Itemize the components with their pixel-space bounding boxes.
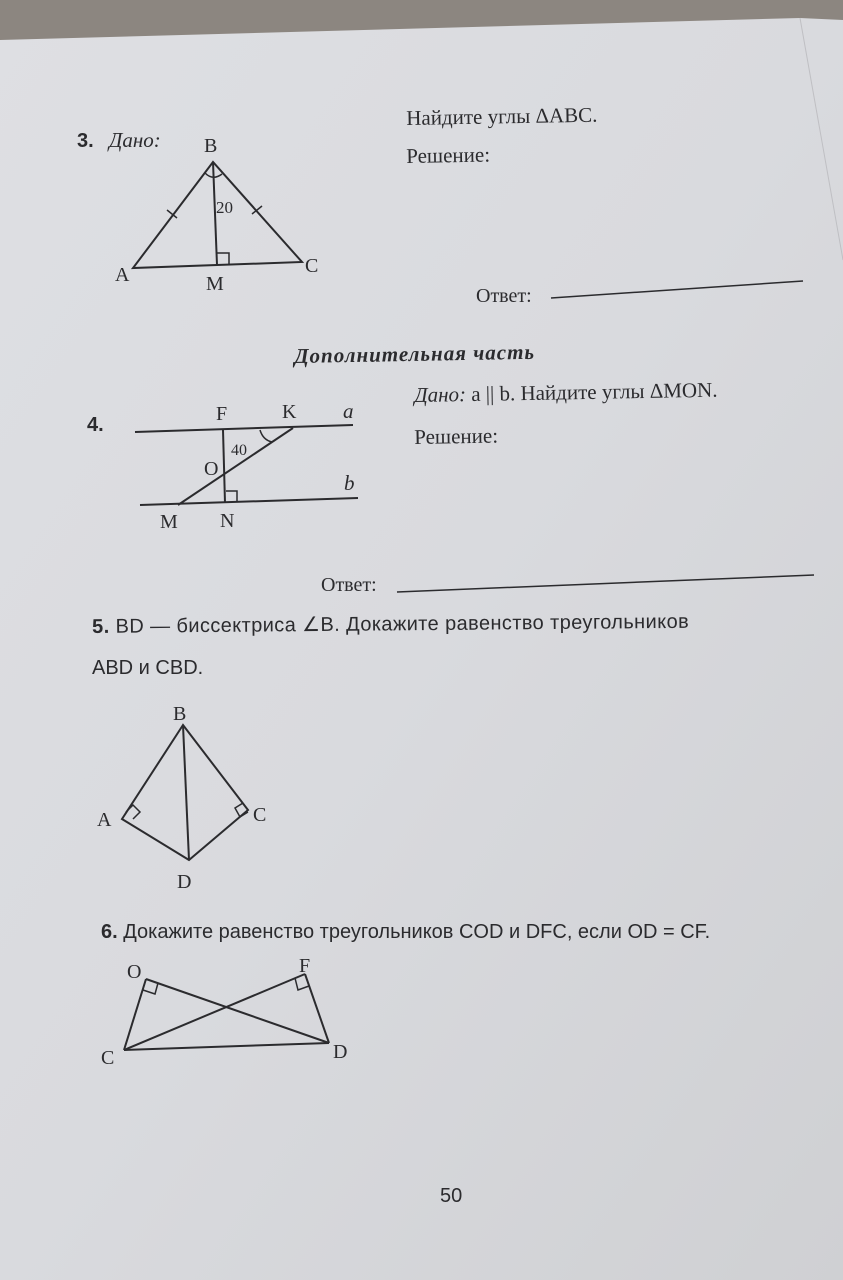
label-b-t5: B (173, 703, 187, 725)
task6-number: 6. (101, 921, 118, 943)
label-b-line-t4: b (344, 471, 355, 495)
label-f-t6: F (299, 955, 311, 977)
angle-value-t3: 20 (216, 198, 233, 217)
angle-value-t4: 40 (231, 442, 247, 459)
task3-given-label: Дано: (109, 128, 161, 152)
label-c-t6: C (101, 1047, 115, 1069)
label-k-t4: K (282, 401, 297, 423)
paper-sheet (0, 18, 843, 1280)
task4-given-label: Дано: (414, 382, 467, 407)
label-d-t6: D (333, 1041, 348, 1063)
task3-question: Найдите углы ΔABC. (406, 102, 598, 130)
task5-number: 5. (92, 615, 110, 638)
label-b-t3: B (204, 135, 218, 157)
task4-number: 4. (87, 414, 104, 436)
task3-solution-label: Решение: (406, 142, 491, 168)
label-f-t4: F (216, 403, 228, 425)
task4-answer-label: Ответ: (321, 574, 377, 596)
label-a-t3: A (115, 264, 130, 286)
task4-solution-label: Решение: (414, 423, 499, 449)
label-d-t5: D (177, 871, 192, 893)
label-o-t6: O (127, 961, 142, 983)
label-o-t4: O (204, 458, 219, 480)
task6-text: Докажите равенство треугольников COD и DFC, если OD = CF. (123, 921, 711, 943)
label-c-t3: C (305, 255, 319, 277)
task5-line2: ABD и CBD. (92, 657, 204, 679)
section-title: Дополнительная часть (294, 339, 536, 368)
label-c-t5: C (253, 804, 267, 826)
label-a-line-t4: a (343, 399, 354, 423)
task6-line (101, 921, 710, 944)
task4-given (414, 378, 718, 408)
label-m-t4: M (160, 511, 178, 533)
label-m-t3: M (206, 273, 224, 295)
task4-given-text: a || b. Найдите углы ΔMON. (471, 377, 718, 407)
label-a-t5: A (97, 809, 112, 831)
page-number: 50 (440, 1185, 463, 1207)
task5-line1 (92, 609, 689, 639)
task3-answer-label: Ответ: (476, 285, 532, 307)
task3-number: 3. (77, 130, 94, 152)
task5-line1-text: BD — биссектриса ∠B. Докажите равенство треугольников (115, 610, 690, 638)
label-n-t4: N (220, 510, 235, 532)
